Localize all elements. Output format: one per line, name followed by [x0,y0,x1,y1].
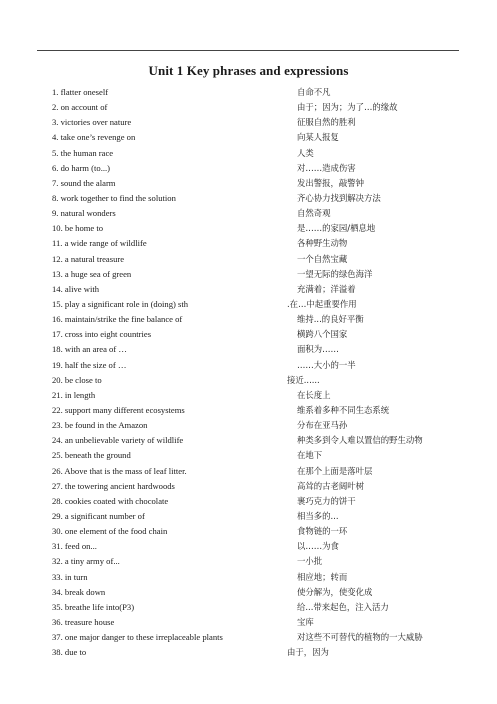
phrase-row [0,418,497,433]
phrase-chinese: 一望无际的绿色海洋 [297,268,373,279]
phrase-english: 24. an unbelievable variety of wildlife [52,435,184,446]
phrase-chinese: 对……造成伤害 [297,162,356,173]
phrase-row [0,585,497,600]
phrase-chinese: 相当多的... [297,510,339,521]
phrase-english: 4. take one’s revenge on [52,132,136,143]
phrase-row [0,342,497,357]
phrase-english: 26. Above that is the mass of leaf litter. [52,465,187,476]
phrase-row [0,388,497,403]
phrase-chinese: 向某人报复 [297,132,339,143]
phrase-row [0,358,497,373]
phrase-english: 15. play a significant role in (doing) sth [52,298,189,309]
phrase-chinese: 各种野生动物 [297,238,348,249]
phrase-english: 20. be close to [52,374,102,385]
phrase-row [0,539,497,554]
phrase-chinese: 接近...... [287,374,320,385]
phrase-english: 1. flatter oneself [52,87,109,97]
phrase-chinese: 是……的家园/栖息地 [297,223,376,234]
phrase-english: 27. the towering ancient hardwoods [52,480,175,491]
phrase-english: 18. with an area of … [52,344,127,355]
phrase-row [0,100,497,115]
phrase-chinese: 裹巧克力的饼干 [297,495,356,506]
phrase-row [0,509,497,524]
phrase-row [0,312,497,327]
phrase-chinese: 分布在亚马孙 [297,420,348,431]
phrase-english: 22. support many different ecosystems [52,404,185,415]
phrase-english: 16. maintain/strike the fine balance of [52,314,183,325]
phrase-english: 33. in turn [52,571,88,582]
phrase-row [0,600,497,615]
phrase-chinese: 横跨八个国家 [297,329,348,340]
phrase-row [0,570,497,585]
phrase-chinese: 发出警报，敲警钟 [297,177,364,188]
phrase-english: 36. treasure house [52,616,115,627]
phrase-chinese: 维系着多种不同生态系统 [297,404,390,415]
phrase-chinese: 一小批 [297,556,323,567]
phrase-chinese: 对这些不可替代的植物的一大威胁 [297,632,423,643]
phrase-english: 12. a natural treasure [52,253,125,264]
phrase-row [0,146,497,161]
phrase-chinese: 在地下 [297,450,323,461]
phrase-english: 10. be home to [52,223,104,234]
phrase-english: 29. a significant number of [52,510,145,521]
phrase-chinese: 齐心协力找到解决方法 [297,192,381,203]
phrase-chinese: 使分解为，使变化成 [297,586,373,597]
phrase-chinese: 种类多到令人难以置信的野生动物 [297,435,423,446]
phrase-row [0,85,497,100]
phrase-chinese: 一个自然宝藏 [297,253,348,264]
phrase-row [0,403,497,418]
phrase-row [0,176,497,191]
phrase-row [0,464,497,479]
phrase-chinese: 以……为食 [297,541,339,552]
phrase-row [0,448,497,463]
phrase-chinese: 食物链的一环 [297,526,348,537]
phrase-chinese: 在那个上面是落叶层 [297,465,373,476]
phrase-row [0,206,497,221]
phrase-chinese: 维持...的良好平衡 [297,314,364,325]
phrase-row [0,252,497,267]
phrase-row [0,554,497,569]
phrase-english: 28. cookies coated with chocolate [52,495,169,506]
phrase-english: 5. the human race [52,147,114,158]
phrase-row [0,282,497,297]
phrase-row [0,494,497,509]
phrase-english: 23. be found in the Amazon [52,420,148,431]
phrase-english: 30. one element of the food chain [52,526,168,537]
phrase-english: 14. alive with [52,283,100,294]
page-title: Unit 1 Key phrases and expressions [148,63,349,78]
phrase-row [0,479,497,494]
phrase-english: 34. break down [52,586,106,597]
phrase-row [0,191,497,206]
phrase-chinese: 充满着；洋溢着 [297,283,356,294]
phrase-english: 6. do harm (to...) [52,162,110,173]
phrase-english: 13. a huge sea of green [52,268,132,279]
phrase-english: 17. cross into eight countries [52,329,152,340]
phrase-chinese: 自命不凡 [297,87,331,97]
phrase-chinese: 由于；因为；为了…的缘故 [297,102,398,113]
phrase-english: 25. beneath the ground [52,450,131,461]
phrase-chinese: 征服自然的胜利 [297,117,356,128]
phrase-chinese: 相应地；转而 [297,571,348,582]
phrase-chinese: 人类 [297,147,314,158]
phrase-chinese: 宝库 [297,616,314,627]
phrase-chinese: 自然奇观 [297,208,331,219]
phrase-row [0,433,497,448]
phrase-chinese: ……大小的一半 [297,359,356,370]
phrase-chinese: 由于，因为 [287,647,329,658]
phrase-row [0,630,497,645]
phrase-chinese: 在长度上 [297,389,331,400]
phrase-row [0,645,497,660]
header-rule [37,50,459,51]
phrase-row [0,373,497,388]
phrase-row [0,115,497,130]
phrase-english: 32. a tiny army of... [52,556,120,567]
phrase-english: 31. feed on... [52,541,97,552]
phrase-english: 35. breathe life into(P3) [52,601,135,612]
phrase-row [0,236,497,251]
phrase-english: 19. half the size of … [52,359,127,370]
phrase-chinese: 高耸的古老阔叶树 [297,480,364,491]
phrase-list [0,85,497,660]
phrase-english: 2. on account of [52,102,108,113]
phrase-english: 7. sound the alarm [52,177,116,188]
phrase-english: 3. victories over nature [52,117,132,128]
phrase-english: 8. work together to find the solution [52,192,176,203]
phrase-chinese: .在…中起重要作用 [287,298,357,309]
phrase-row [0,524,497,539]
phrase-row [0,130,497,145]
phrase-row [0,615,497,630]
phrase-english: 21. in length [52,389,96,400]
phrase-english: 38. due to [52,647,87,658]
phrase-english: 9. natural wonders [52,208,116,219]
phrase-english: 37. one major danger to these irreplaceable plants [52,632,223,643]
phrase-chinese: 面积为…… [297,344,339,355]
phrase-row [0,327,497,342]
phrase-row [0,161,497,176]
phrase-row [0,297,497,312]
phrase-english: 11. a wide range of wildlife [52,238,147,249]
phrase-chinese: 给...带来起色，注入活力 [297,601,389,612]
phrase-row [0,221,497,236]
phrase-row [0,267,497,282]
